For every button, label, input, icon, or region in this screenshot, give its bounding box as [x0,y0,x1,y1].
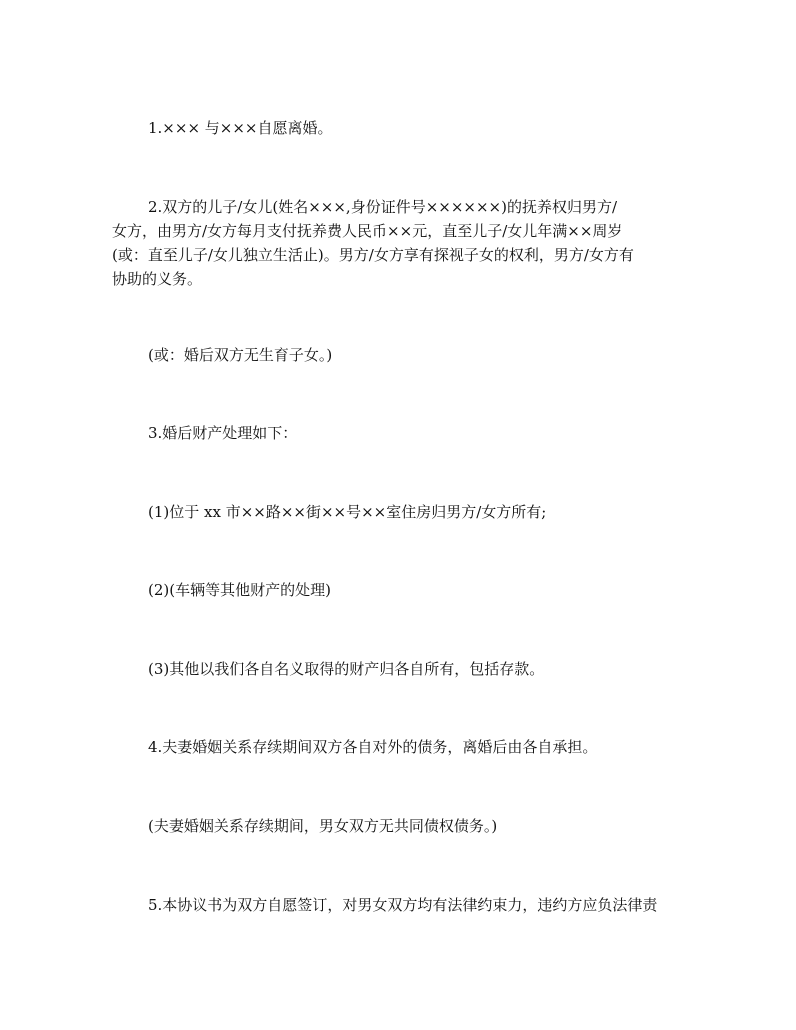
clause-2-alternative [112,343,684,367]
clause-3-item-1-line-1: (1)位于 xx 市××路××街××号××室住房归男方/女方所有; [148,503,547,521]
clause-2-alternative-line-1: (或：婚后双方无生育子女。) [148,346,333,364]
clause-2-line-3: (或：直至儿子/女儿独立生活止)。男方/女方享有探视子女的权利，男方/女方有 [112,246,634,264]
clause-5-line-1: 5.本协议书为双方自愿签订，对男女双方均有法律约束力，违约方应负法律责 [148,896,658,914]
clause-3-item-2 [112,578,684,602]
clause-2-line-2: 女方，由男方/女方每月支付抚养费人民币××元，直至儿子/女儿年满××周岁 [112,222,623,240]
clause-3-item-1 [112,500,684,524]
clause-2-line-1: 2.双方的儿子/女儿(姓名×××,身份证件号××××××)的抚养权归男方/ [148,198,618,216]
clause-1 [112,116,684,140]
clause-1-line-1: 1.××× 与×××自愿离婚。 [148,119,333,137]
clause-4-alternative-line-1: (夫妻婚姻关系存续期间，男女双方无共同债权债务。) [148,817,498,835]
clause-3-item-3 [112,657,684,681]
clause-3-item-3-line-1: (3)其他以我们各自名义取得的财产归各自所有，包括存款。 [148,660,545,678]
clause-2-line-4: 协助的义务。 [112,270,203,288]
clause-3 [112,421,684,445]
clause-3-item-2-line-1: (2)(车辆等其他财产的处理) [148,581,331,599]
clause-4-line-1: 4.夫妻婚姻关系存续期间双方各自对外的债务，离婚后由各自承担。 [148,738,598,756]
clause-5 [112,893,684,917]
clause-3-line-1: 3.婚后财产处理如下： [148,424,298,442]
clause-2 [112,195,684,291]
clause-4 [112,735,684,759]
clause-4-alternative [112,814,684,838]
